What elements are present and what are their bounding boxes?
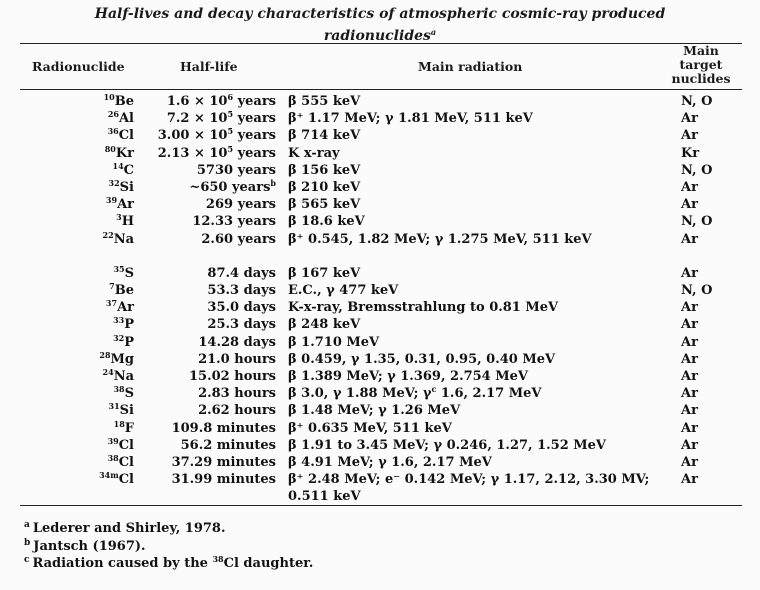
main-radiation-cell: β 18.6 keV — [288, 214, 365, 230]
table-row — [20, 145, 742, 162]
table-row — [20, 196, 742, 213]
table-title — [0, 6, 760, 23]
main-radiation-cell — [288, 385, 658, 402]
mass-number: 24 — [102, 367, 114, 378]
radionuclide-cell — [103, 368, 134, 385]
header-radionuclide: Radionuclide — [32, 59, 125, 74]
mass-number: 80 — [104, 143, 116, 154]
half-life-value: 2.13 × 10 — [157, 145, 228, 161]
main-radiation-cell: β 0.459, γ 1.35, 0.31, 0.95, 0.40 MeV — [288, 351, 556, 367]
half-life-value: 25.3 days — [207, 317, 276, 333]
half-life-cell — [172, 471, 276, 488]
half-life-cell — [158, 127, 276, 144]
radionuclide-cell — [113, 334, 134, 351]
mass-number: 14 — [112, 160, 124, 171]
half-life-cell — [181, 437, 276, 454]
element-symbol: Cl — [118, 128, 134, 144]
target-nuclides-cell: Ar — [681, 179, 698, 195]
half-life-cell — [167, 110, 276, 127]
target-nuclides-cell: Kr — [681, 145, 700, 161]
mass-number: 28 — [99, 349, 111, 360]
target-nuclides-cell: Ar — [681, 403, 698, 419]
header-target-line2: target — [679, 57, 723, 72]
half-life-unit: years — [233, 111, 276, 127]
half-life-cell — [198, 402, 276, 419]
half-life-cell — [167, 93, 276, 110]
element-symbol: P — [124, 317, 134, 333]
element-symbol: Kr — [115, 145, 134, 161]
main-radiation-cell: β 210 keV — [288, 179, 361, 195]
footnote-text: Cl daughter. — [223, 556, 314, 571]
table-row — [20, 471, 742, 505]
mass-number: 18 — [113, 418, 125, 429]
radionuclide-cell — [109, 282, 134, 299]
mass-number: 34m — [99, 470, 119, 481]
element-symbol: Cl — [118, 437, 134, 453]
half-life-cell — [189, 368, 276, 385]
table-row — [20, 454, 742, 471]
element-symbol: Cl — [118, 472, 134, 488]
radionuclide-cell — [108, 437, 134, 454]
element-symbol: Al — [118, 111, 134, 127]
half-life-cell — [206, 196, 276, 213]
half-life-exponent: 5 — [227, 126, 234, 137]
table-row — [20, 334, 742, 351]
header-main-radiation: Main radiation — [418, 59, 523, 74]
half-life-value: 56.2 minutes — [180, 437, 276, 453]
table-row — [20, 265, 742, 282]
target-nuclides-cell: Ar — [681, 334, 698, 350]
half-life-value: 31.99 minutes — [171, 472, 276, 488]
footnote-mass-number: 38 — [212, 554, 224, 564]
radionuclide-cell — [114, 420, 134, 437]
header-main-target-nuclides — [662, 44, 740, 86]
main-radiation-cell: K x-ray — [288, 145, 340, 161]
table-row — [20, 368, 742, 385]
half-life-cell — [172, 420, 276, 437]
element-symbol: Na — [113, 369, 134, 385]
target-nuclides-cell: Ar — [681, 300, 698, 316]
half-life-value: 2.60 years — [201, 231, 276, 247]
target-nuclides-cell: Ar — [681, 128, 698, 144]
mass-number: 36 — [107, 126, 119, 137]
element-symbol: Ar — [117, 197, 134, 213]
footnote-mark: c — [24, 555, 30, 565]
main-radiation-cell: β 4.91 MeV; γ 1.6, 2.17 MeV — [288, 454, 492, 470]
element-symbol: Be — [114, 94, 134, 109]
element-symbol: Cl — [118, 454, 134, 470]
half-life-cell — [189, 179, 276, 196]
target-nuclides-cell: N, O — [681, 214, 713, 230]
radionuclide-cell — [105, 145, 134, 162]
main-radiation-cell: β 1.710 MeV — [288, 334, 380, 350]
header-target-line3: nuclides — [671, 71, 731, 86]
table-row — [20, 231, 742, 265]
half-life-value: 53.3 days — [207, 283, 276, 299]
main-radiation-cell: β 1.91 to 3.45 MeV; γ 0.246, 1.27, 1.52 MeV — [288, 437, 607, 453]
header-target-line1: Main — [683, 43, 719, 58]
mass-number: 35 — [113, 263, 125, 274]
half-life-cell — [172, 454, 276, 471]
main-radiation-cell: β 248 keV — [288, 317, 361, 333]
table-row — [20, 385, 742, 402]
element-symbol: Ar — [117, 300, 134, 316]
main-radiation-cell: β 167 keV — [288, 265, 361, 281]
main-radiation-cell: β 1.48 MeV; γ 1.26 MeV — [288, 403, 461, 419]
mass-number: 32 — [108, 177, 120, 188]
main-radiation-cell: β⁺ 0.635 MeV, 511 keV — [288, 420, 452, 436]
half-life-unit: years — [233, 145, 276, 161]
half-life-cell — [207, 282, 276, 299]
mass-number: 39 — [105, 195, 118, 206]
half-life-value: 37.29 minutes — [171, 454, 276, 470]
target-nuclides-cell: Ar — [681, 231, 698, 247]
half-life-unit: years — [233, 94, 276, 109]
element-symbol: Be — [114, 283, 134, 299]
mass-number: 38 — [113, 384, 125, 395]
target-nuclides-cell: Ar — [681, 197, 698, 213]
radionuclide-cell — [108, 454, 134, 471]
half-life-cell — [201, 231, 276, 248]
target-nuclides-cell: N, O — [681, 94, 713, 109]
radiation-footnote-mark: c — [431, 384, 437, 395]
footnote-mark: b — [24, 538, 31, 548]
target-nuclides-cell: Ar — [681, 454, 698, 470]
target-nuclides-cell: Ar — [681, 265, 698, 281]
table-row — [20, 316, 742, 333]
half-life-exponent: 5 — [227, 109, 234, 120]
element-symbol: C — [123, 162, 134, 178]
half-life-cell — [198, 385, 276, 402]
main-radiation-cell: β 714 keV — [288, 128, 361, 144]
element-symbol: Na — [113, 231, 134, 247]
half-life-cell — [197, 162, 276, 179]
radionuclide-cell — [99, 351, 134, 368]
element-symbol: Si — [119, 179, 134, 195]
table-row — [20, 420, 742, 437]
target-nuclides-cell: Ar — [681, 437, 698, 453]
half-life-value: 269 years — [205, 197, 276, 213]
half-life-cell — [198, 351, 276, 368]
target-nuclides-cell: Ar — [681, 420, 698, 436]
table-row — [20, 402, 742, 419]
element-symbol: P — [124, 334, 134, 350]
target-nuclides-cell: Ar — [681, 369, 698, 385]
half-life-value: 1.6 × 10 — [166, 94, 228, 109]
table-title-line2-text: radionuclides — [323, 28, 431, 44]
half-life-footnote-mark: b — [270, 177, 276, 188]
footnote — [24, 552, 313, 572]
mass-number: 22 — [102, 229, 114, 240]
table-row — [20, 93, 742, 110]
table-body — [20, 93, 742, 506]
target-nuclides-cell: N, O — [681, 283, 713, 299]
mass-number: 26 — [107, 109, 119, 120]
radionuclide-cell — [104, 93, 134, 110]
radionuclide-cell — [113, 316, 134, 333]
half-life-cell — [207, 299, 276, 316]
mass-number: 37 — [105, 298, 118, 309]
mass-number: 3 — [116, 212, 122, 223]
main-radiation-cell: β⁺ 0.545, 1.82 MeV; γ 1.275 MeV, 511 keV — [288, 231, 592, 247]
target-nuclides-cell: Ar — [681, 317, 698, 333]
table-row — [20, 110, 742, 127]
main-radiation-cell: β⁺ 2.48 MeV; e⁻ 0.142 MeV; γ 1.17, 2.12, 3.30 MV; 0.511 keV — [288, 472, 650, 505]
radionuclide-cell — [106, 299, 134, 316]
radionuclide-cell — [113, 162, 135, 179]
half-life-cell — [207, 265, 276, 282]
half-life-value: 7.2 × 10 — [166, 111, 228, 127]
radiation-text: 1.6, 2.17 MeV — [436, 386, 542, 402]
main-radiation-cell: β 156 keV — [288, 162, 361, 178]
footnote — [24, 517, 226, 537]
half-life-unit: years — [233, 128, 276, 144]
element-symbol: F — [124, 420, 134, 436]
top-rule — [20, 43, 742, 44]
half-life-value: 87.4 days — [207, 265, 276, 281]
footnote-text: Jantsch (1967). — [33, 539, 146, 554]
half-life-cell — [158, 145, 276, 162]
main-radiation-cell: β 555 keV — [288, 94, 361, 109]
radionuclide-cell — [99, 471, 134, 488]
target-nuclides-cell: Ar — [681, 386, 698, 402]
half-life-exponent: 6 — [227, 92, 234, 102]
element-symbol: S — [124, 265, 134, 281]
half-life-cell — [192, 213, 276, 230]
radiation-text: β 3.0, γ 1.88 MeV; γ — [288, 386, 432, 402]
table-row — [20, 179, 742, 196]
radionuclide-cell — [108, 127, 134, 144]
table-row — [20, 162, 742, 179]
main-radiation-cell: E.C., γ 477 keV — [288, 283, 399, 299]
mass-number: 31 — [108, 401, 120, 412]
half-life-value: ~650 years — [189, 179, 271, 195]
radionuclide-cell — [103, 231, 134, 248]
footnote-mark: a — [24, 520, 30, 530]
element-symbol: Mg — [110, 351, 134, 367]
mass-number: 39 — [107, 435, 119, 446]
half-life-cell — [198, 334, 276, 351]
half-life-value: 12.33 years — [192, 214, 276, 230]
main-radiation-cell: K-x-ray, Bremsstrahlung to 0.81 MeV — [288, 300, 559, 316]
half-life-value: 2.62 hours — [198, 403, 276, 419]
mass-number: 7 — [109, 281, 115, 292]
mass-number: 32 — [113, 332, 125, 343]
table-row — [20, 127, 742, 144]
radionuclide-cell — [106, 196, 134, 213]
table-row — [20, 437, 742, 454]
table-title-line1: Half-lives and decay characteristics of atmospheric cosmic-ray produced — [94, 6, 666, 22]
mass-number: 38 — [107, 452, 119, 463]
half-life-value: 3.00 × 10 — [157, 128, 228, 144]
footnote-text: Lederer and Shirley, 1978. — [32, 521, 226, 536]
table-row — [20, 282, 742, 299]
mass-number: 33 — [113, 315, 125, 326]
half-life-value: 21.0 hours — [198, 351, 276, 367]
half-life-exponent: 5 — [227, 143, 234, 154]
main-radiation-cell: β⁺ 1.17 MeV; γ 1.81 MeV, 511 keV — [288, 111, 533, 127]
main-radiation-cell: β 565 keV — [288, 197, 361, 213]
table-row — [20, 299, 742, 316]
bottom-rule — [20, 505, 742, 506]
element-symbol: Si — [119, 403, 134, 419]
element-symbol: S — [124, 386, 134, 402]
radionuclide-cell — [109, 179, 134, 196]
half-life-value: 15.02 hours — [189, 369, 276, 385]
half-life-value: 35.0 days — [207, 300, 276, 316]
mass-number: 10 — [103, 92, 115, 102]
title-footnote-mark: a — [430, 27, 437, 37]
table-row — [20, 351, 742, 368]
table-title-line2 — [0, 24, 760, 45]
radionuclide-cell — [113, 385, 134, 402]
target-nuclides-cell: N, O — [681, 162, 713, 178]
header-half-life: Half-life — [180, 59, 238, 74]
radionuclide-cell — [113, 265, 134, 282]
target-nuclides-cell: Ar — [681, 472, 698, 488]
header-rule — [20, 89, 742, 90]
half-life-value: 2.83 hours — [198, 386, 276, 402]
table-row — [20, 213, 742, 230]
half-life-value: 109.8 minutes — [171, 420, 276, 436]
target-nuclides-cell: Ar — [681, 351, 698, 367]
element-symbol: H — [121, 214, 134, 230]
radionuclide-cell — [116, 213, 134, 230]
half-life-value: 5730 years — [196, 162, 276, 178]
main-radiation-cell: β 1.389 MeV; γ 1.369, 2.754 MeV — [288, 369, 529, 385]
target-nuclides-cell: Ar — [681, 111, 698, 127]
footnote-text: Radiation caused by the — [32, 556, 213, 571]
radionuclide-cell — [108, 110, 134, 127]
half-life-cell — [207, 316, 276, 333]
radionuclide-cell — [109, 402, 134, 419]
half-life-value: 14.28 days — [198, 334, 276, 350]
